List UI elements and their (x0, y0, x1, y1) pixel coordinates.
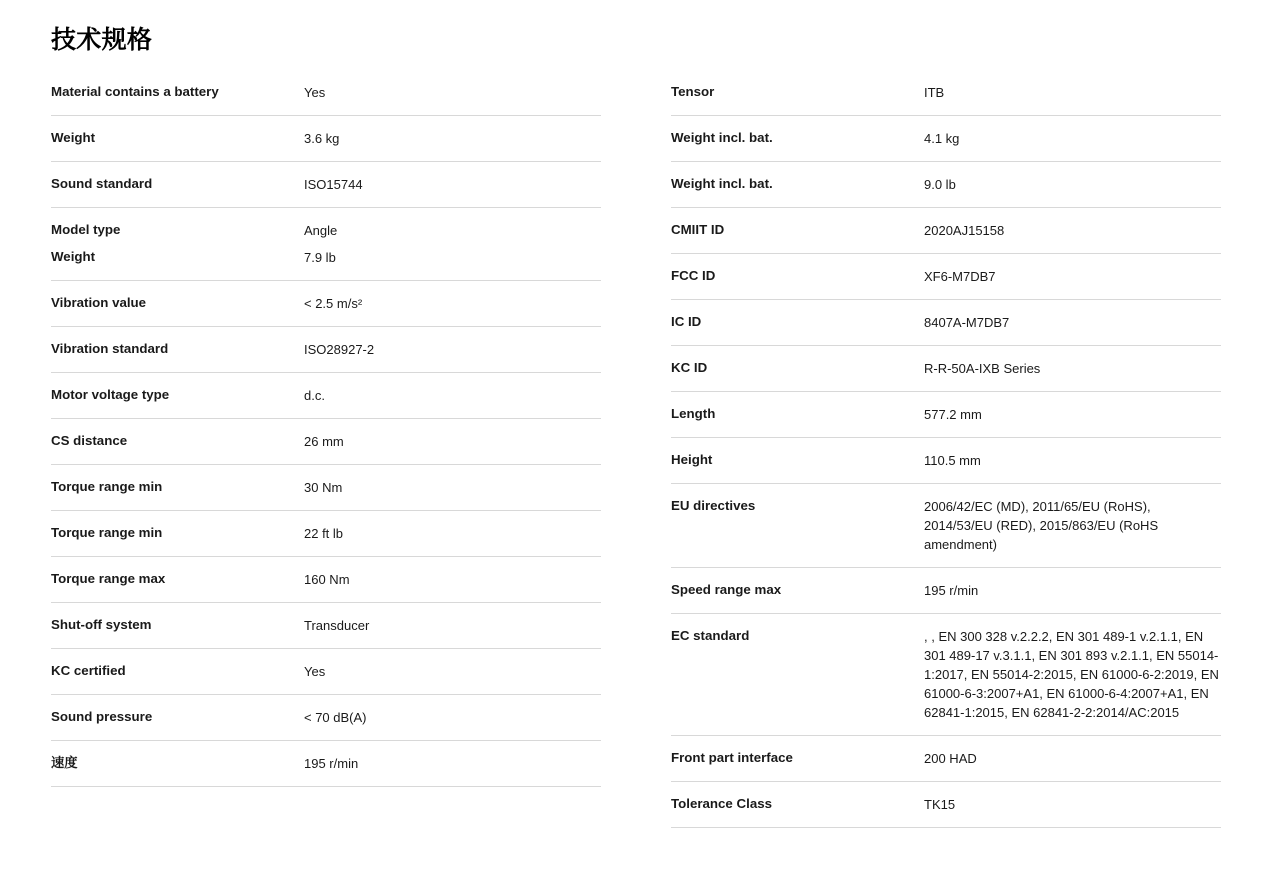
spec-value: Angle (304, 223, 338, 238)
spec-columns (51, 70, 1221, 828)
spec-label: Tolerance Class (671, 796, 773, 811)
spec-row (51, 511, 601, 557)
spec-label: Speed range max (671, 582, 782, 597)
spec-label: Weight incl. bat. (671, 130, 773, 145)
spec-row (51, 649, 601, 695)
spec-row (51, 419, 601, 465)
spec-label: 速度 (51, 755, 78, 770)
spec-label: EC standard (671, 628, 750, 643)
spec-value: 9.0 lb (924, 177, 956, 192)
spec-label: Length (671, 406, 716, 421)
spec-label: IC ID (671, 314, 702, 329)
spec-row (51, 244, 601, 281)
spec-value: 2006/42/EC (MD), 2011/65/EU (RoHS), 2014/53/EU (RED), 2015/863/EU (RoHS amendment) (924, 499, 1159, 552)
spec-row (51, 116, 601, 162)
spec-row (671, 208, 1221, 254)
spec-value: XF6-M7DB7 (924, 269, 996, 284)
spec-value: 110.5 mm (924, 453, 981, 468)
spec-label: Tensor (671, 84, 715, 99)
spec-row (51, 465, 601, 511)
spec-value: Transducer (304, 618, 370, 633)
spec-value: TK15 (924, 797, 956, 812)
spec-label: Torque range max (51, 571, 166, 586)
spec-row (671, 254, 1221, 300)
spec-value: 195 r/min (304, 756, 359, 771)
spec-row (671, 614, 1221, 736)
spec-label: Torque range min (51, 525, 163, 540)
spec-value: d.c. (304, 388, 325, 403)
spec-row (671, 300, 1221, 346)
spec-label: Torque range min (51, 479, 163, 494)
spec-label: Motor voltage type (51, 387, 170, 402)
spec-label: Front part interface (671, 750, 793, 765)
spec-row (671, 162, 1221, 208)
spec-value: 195 r/min (924, 583, 979, 598)
spec-row (51, 603, 601, 649)
spec-label: Sound standard (51, 176, 153, 191)
spec-label: KC certified (51, 663, 126, 678)
spec-value: R-R-50A-IXB Series (924, 361, 1041, 376)
spec-value: 577.2 mm (924, 407, 982, 422)
spec-value: 26 mm (304, 434, 344, 449)
spec-value: 30 Nm (304, 480, 343, 495)
spec-value: 3.6 kg (304, 131, 340, 146)
spec-row (51, 557, 601, 603)
spec-row (671, 438, 1221, 484)
spec-row (51, 208, 601, 244)
spec-value: 2020AJ15158 (924, 223, 1005, 238)
spec-row (671, 484, 1221, 568)
spec-row (671, 736, 1221, 782)
spec-row (51, 281, 601, 327)
spec-row (51, 695, 601, 741)
spec-label: Sound pressure (51, 709, 153, 724)
spec-row (671, 568, 1221, 614)
spec-label: EU directives (671, 498, 756, 513)
spec-value: < 2.5 m/s² (304, 296, 363, 311)
spec-label: CMIIT ID (671, 222, 725, 237)
spec-label: Height (671, 452, 713, 467)
spec-row (51, 70, 601, 116)
spec-column-left (51, 70, 601, 828)
spec-row (671, 116, 1221, 162)
spec-label: Vibration value (51, 295, 147, 310)
spec-value: 4.1 kg (924, 131, 960, 146)
spec-row (671, 346, 1221, 392)
spec-row (671, 70, 1221, 116)
spec-value: ISO15744 (304, 177, 363, 192)
spec-label: KC ID (671, 360, 708, 375)
spec-row (51, 327, 601, 373)
page-title: 技术规格 (51, 26, 153, 54)
spec-column-right (671, 70, 1221, 828)
spec-value: Yes (304, 664, 326, 679)
spec-row (671, 782, 1221, 828)
spec-value: Yes (304, 85, 326, 100)
spec-label: Weight incl. bat. (671, 176, 773, 191)
spec-value: 7.9 lb (304, 250, 336, 265)
spec-value: 160 Nm (304, 572, 350, 587)
spec-value: < 70 dB(A) (304, 710, 367, 725)
spec-row (51, 741, 601, 787)
spec-row (51, 162, 601, 208)
spec-row (51, 373, 601, 419)
spec-value: 8407A-M7DB7 (924, 315, 1010, 330)
spec-value: ITB (924, 85, 945, 100)
spec-label: CS distance (51, 433, 128, 448)
spec-label: Shut-off system (51, 617, 152, 632)
spec-label: Model type (51, 222, 121, 237)
spec-value: 22 ft lb (304, 526, 344, 541)
spec-label: FCC ID (671, 268, 716, 283)
spec-label: Weight (51, 249, 96, 264)
spec-value: 200 HAD (924, 751, 977, 766)
spec-label: Weight (51, 130, 96, 145)
spec-value: ISO28927-2 (304, 342, 375, 357)
spec-value: , , EN 300 328 v.2.2.2, EN 301 489-1 v.2.1.1, EN 301 489-17 v.3.1.1, EN 301 893 v.2.1.1, EN 55014-1:2017, EN 55014-2:2015, EN 61000-6-2:2019, EN 61000-6-3:2007+A1, EN 61000-6-4:2007+A1, EN 62841-1:2015, EN 62841-2-2:2014/AC:2015 (924, 629, 1219, 720)
spec-label: Vibration standard (51, 341, 169, 356)
spec-row (671, 392, 1221, 438)
spec-label: Material contains a battery (51, 84, 219, 99)
